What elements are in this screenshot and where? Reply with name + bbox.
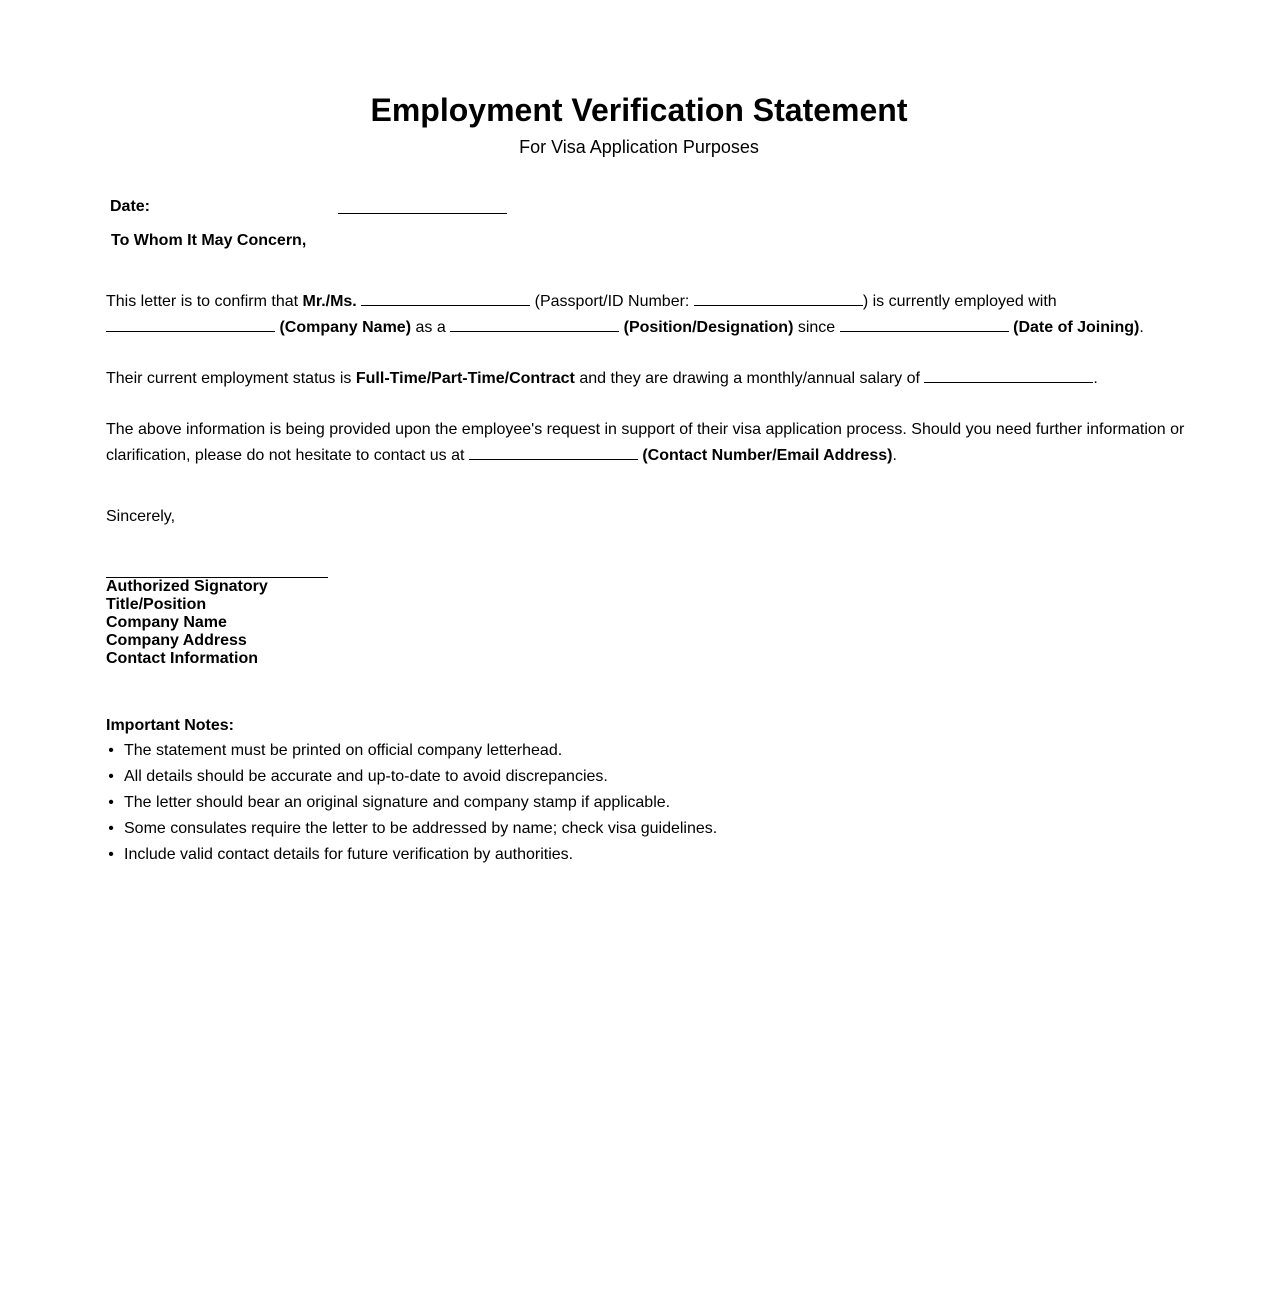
p1-text-1: This letter is to confirm that [106,293,303,310]
signature-contact-information: Contact Information [106,650,258,667]
note-text: The statement must be printed on official company letterhead. [124,742,563,759]
bullet-icon: • [108,794,114,811]
confirmation-paragraph [106,289,1186,341]
date-blank-line [338,213,507,214]
p1-title-mr-ms: Mr./Ms. [302,293,357,310]
list-item [108,790,717,816]
date-label: Date: [110,198,151,215]
p3-text-1: The above information is being provided upon the employee's request in support of their visa application process. Should you need further information or clarification, please do not hesitate to contact us at [106,421,1185,464]
company-name-label: (Company Name) [279,319,412,336]
closing: Sincerely, [106,508,176,525]
p2-text-2: and they are drawing a monthly/annual salary of [574,370,925,387]
bullet-icon: • [108,742,114,759]
notes-heading: Important Notes: [106,717,234,734]
p1-text-4: as a [411,319,451,336]
notes-list [106,738,717,868]
note-text: All details should be accurate and up-to-date to avoid discrepancies. [124,768,608,785]
employment-status-options: Full-Time/Part-Time/Contract [355,370,575,387]
contact-label: (Contact Number/Email Address) [642,447,893,464]
signature-block [106,578,268,668]
bullet-icon: • [108,820,114,837]
p1-text-5: since [793,319,840,336]
signature-authorized-signatory: Authorized Signatory [106,578,268,595]
note-text: Some consulates require the letter to be addressed by name; check visa guidelines. [124,820,718,837]
bullet-icon: • [108,846,114,863]
p1-text-3: ) is currently employed with [862,293,1057,310]
bullet-icon: • [108,768,114,785]
position-blank [450,317,619,332]
p1-text-6: . [1139,319,1144,336]
employee-name-blank [361,291,530,306]
employment-status-paragraph [106,366,1186,392]
p2-text-3: . [1093,370,1098,387]
list-item [108,764,717,790]
p1-text-2: (Passport/ID Number: [530,293,694,310]
position-label: (Position/Designation) [623,319,794,336]
note-text: Include valid contact details for future verification by authorities. [124,846,574,863]
p2-text-1: Their current employment status is [106,370,356,387]
note-text: The letter should bear an original signature and company stamp if applicable. [124,794,671,811]
signature-company-name: Company Name [106,614,227,631]
joining-date-blank [840,317,1009,332]
document-title: Employment Verification Statement [370,92,908,128]
salutation: To Whom It May Concern, [111,232,307,249]
date-row [110,196,530,218]
list-item [108,842,717,868]
contact-paragraph [106,417,1186,469]
joining-date-label: (Date of Joining) [1013,319,1140,336]
passport-number-blank [694,291,863,306]
p3-text-2: . [892,447,897,464]
signature-company-address: Company Address [106,632,247,649]
list-item [108,738,717,764]
salary-blank [924,368,1093,383]
document-subtitle: For Visa Application Purposes [519,137,759,157]
contact-blank [469,445,638,460]
list-item [108,816,718,842]
company-name-blank [106,317,275,332]
signature-title-position: Title/Position [106,596,207,613]
